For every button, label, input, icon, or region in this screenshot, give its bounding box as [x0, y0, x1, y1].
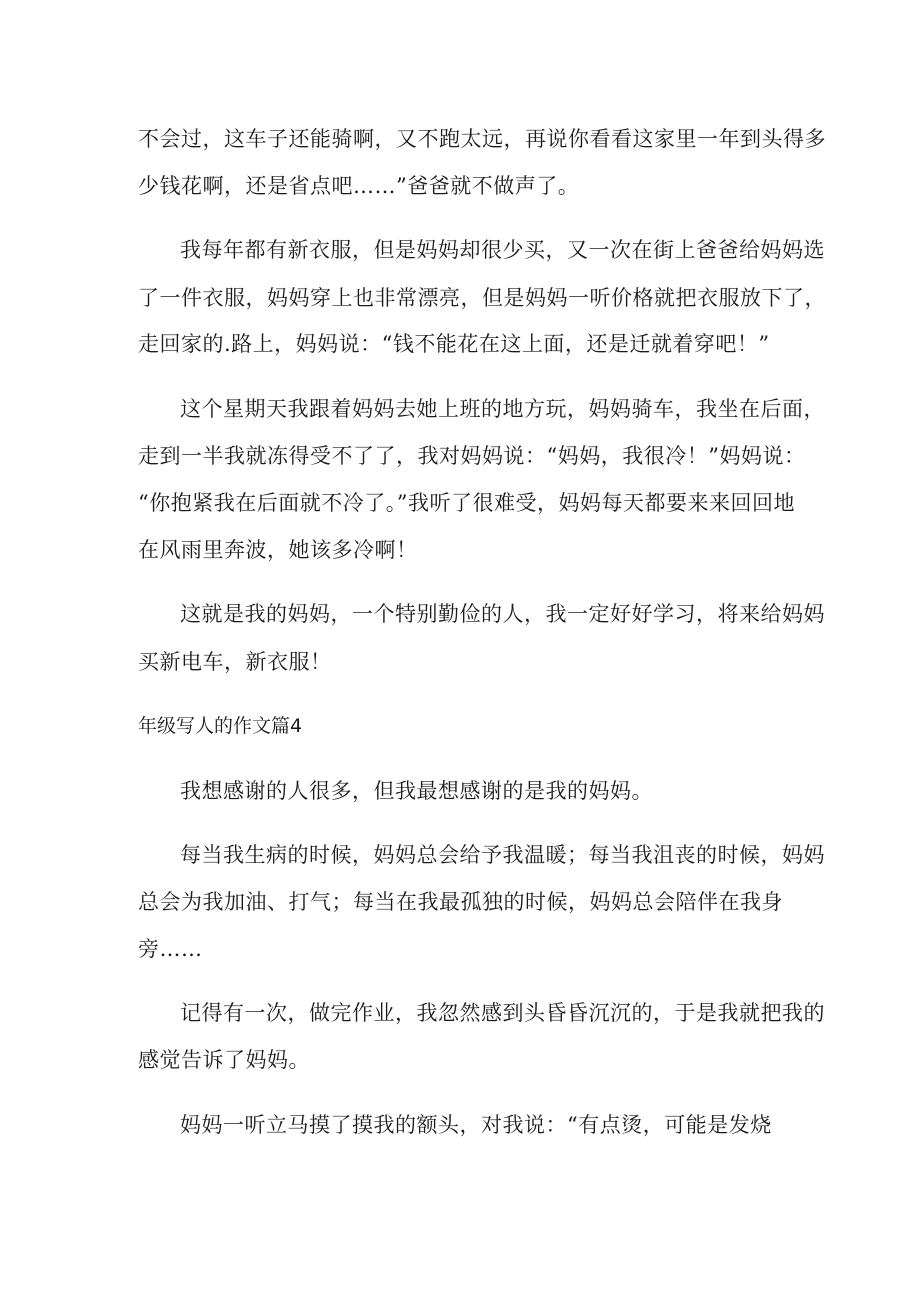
paragraph-line: 我每年都有新衣服，但是妈妈却很少买，又一次在街上爸爸给妈妈选 — [180, 238, 825, 262]
paragraph-line: 妈妈一听立马摸了摸我的额头，对我说：“有点烫，可能是发烧 — [180, 1113, 772, 1137]
paragraph-line: 这个星期天我跟着妈妈去她上班的地方玩，妈妈骑车，我坐在后面， — [180, 397, 825, 421]
paragraph-line: 感觉告诉了妈妈。 — [138, 1048, 310, 1072]
paragraph-line: 了一件衣服，妈妈穿上也非常漂亮，但是妈妈一听价格就把衣服放下了， — [138, 286, 826, 310]
paragraph-line: 我想感谢的人很多，但我最想感谢的是我的妈妈。 — [180, 779, 653, 803]
paragraph-line: 不会过，这车子还能骑啊，又不跑太远，再说你看看这家里一年到头得多 — [138, 127, 826, 151]
paragraph-line: 每当我生病的时候，妈妈总会给予我温暖；每当我沮丧的时候，妈妈 — [180, 843, 825, 867]
paragraph-line: 旁…… — [138, 937, 203, 961]
paragraph-line: 记得有一次，做完作业，我忽然感到头昏昏沉沉的，于是我就把我的 — [180, 1001, 825, 1025]
paragraph-line: 在风雨里奔波，她该多冷啊！ — [138, 538, 418, 562]
section-heading: 年级写人的作文篇4 — [138, 715, 303, 737]
paragraph-line: 总会为我加油、打气；每当在我最孤独的时候，妈妈总会陪伴在我身 — [138, 890, 783, 914]
paragraph-line: 走回家的.路上，妈妈说：“钱不能花在这上面，还是迁就着穿吧！” — [138, 332, 770, 356]
paragraph-line: 走到一半我就冻得受不了了，我对妈妈说：“妈妈，我很冷！”妈妈说： — [138, 444, 806, 468]
paragraph-line: 少钱花啊，还是省点吧……”爸爸就不做声了。 — [138, 174, 580, 198]
paragraph-line: 买新电车，新衣服！ — [138, 650, 332, 674]
paragraph-line: “你抱紧我在后面就不冷了。”我听了很难受，妈妈每天都要来来回回地 — [138, 491, 795, 515]
paragraph-line: 这就是我的妈妈，一个特别勤俭的人，我一定好好学习，将来给妈妈 — [180, 602, 825, 626]
